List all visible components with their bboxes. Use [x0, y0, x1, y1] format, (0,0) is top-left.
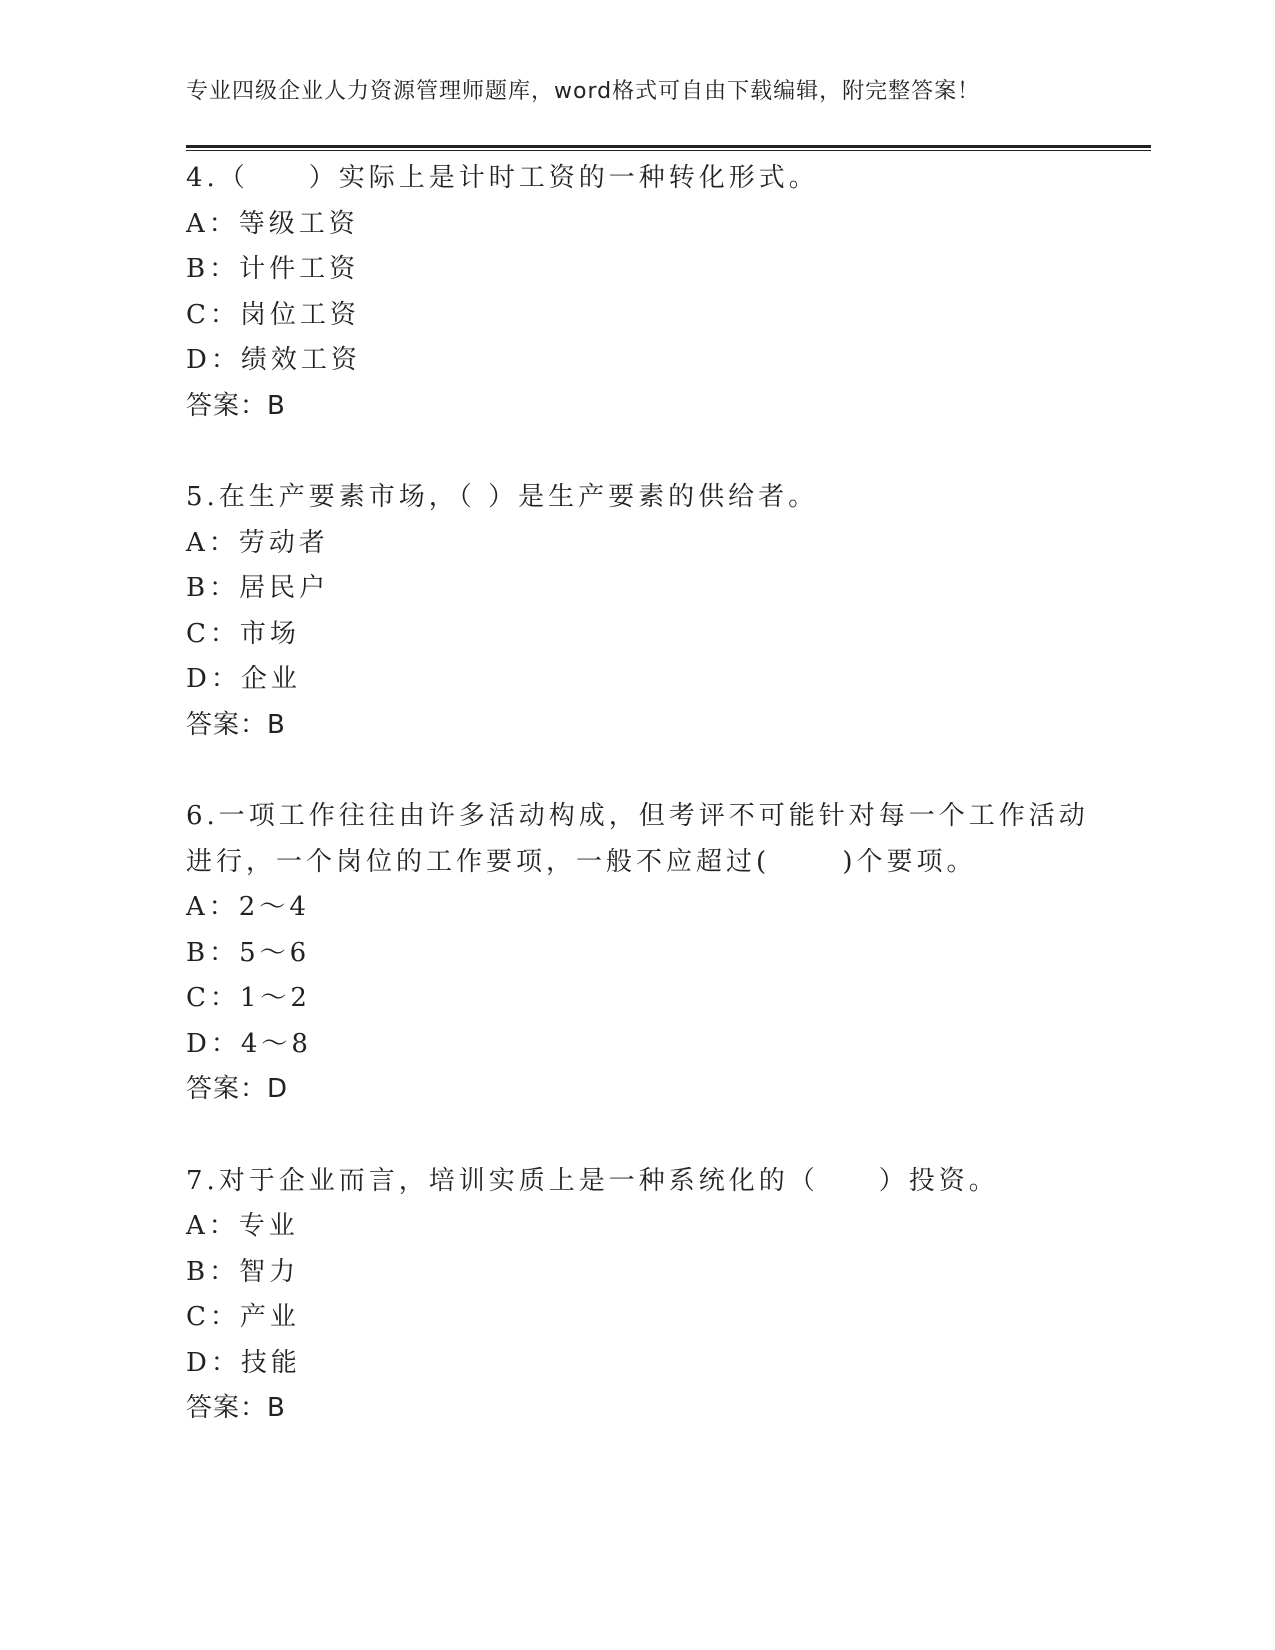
option-a: A：劳动者 — [186, 527, 329, 558]
option-d: D：4～8 — [186, 1028, 312, 1059]
option-b: B：智力 — [186, 1256, 300, 1287]
option-d: D：企业 — [186, 664, 301, 694]
option-b: B：居民户 — [186, 573, 330, 603]
option-a: A：2～4 — [186, 892, 310, 922]
option-c: C：岗位工资 — [186, 299, 360, 330]
option-a: A：专业 — [186, 1211, 299, 1241]
question-stem: 7.对于企业而言，培训实质上是一种系统化的（ ）投资。 — [186, 1165, 999, 1196]
header-divider — [186, 145, 1151, 151]
option-d: D：技能 — [186, 1347, 301, 1378]
option-a: A：等级工资 — [186, 208, 359, 239]
option-c: C：产业 — [186, 1302, 300, 1332]
question-5 — [186, 475, 1086, 748]
answer: 答案：B — [186, 390, 286, 421]
question-stem: 5.在生产要素市场，（ ）是生产要素的供给者。 — [186, 482, 819, 512]
option-c: C：1～2 — [186, 983, 311, 1013]
option-c: C：市场 — [186, 618, 300, 649]
answer: 答案：D — [186, 1074, 289, 1104]
question-stem: 4.（ ）实际上是计时工资的一种转化形式。 — [186, 163, 819, 193]
question-4 — [186, 156, 1086, 429]
question-stem-line-1: 6.一项工作往往由许多活动构成，但考评不可能针对每一个工作活动 — [186, 801, 1089, 831]
question-6 — [186, 794, 1089, 1113]
option-d: D：绩效工资 — [186, 345, 361, 375]
answer: 答案：B — [186, 1393, 286, 1423]
question-stem-line-2: 进行，一个岗位的工作要项，一般不应超过( )个要项。 — [186, 846, 977, 877]
question-7 — [186, 1159, 1086, 1432]
option-b: B：5～6 — [186, 937, 311, 968]
answer: 答案：B — [186, 709, 286, 740]
question-list — [186, 156, 1089, 1478]
option-b: B：计件工资 — [186, 254, 360, 284]
header-title: 专业四级企业人力资源管理师题库，word格式可自由下载编辑，附完整答案！ — [186, 79, 981, 104]
